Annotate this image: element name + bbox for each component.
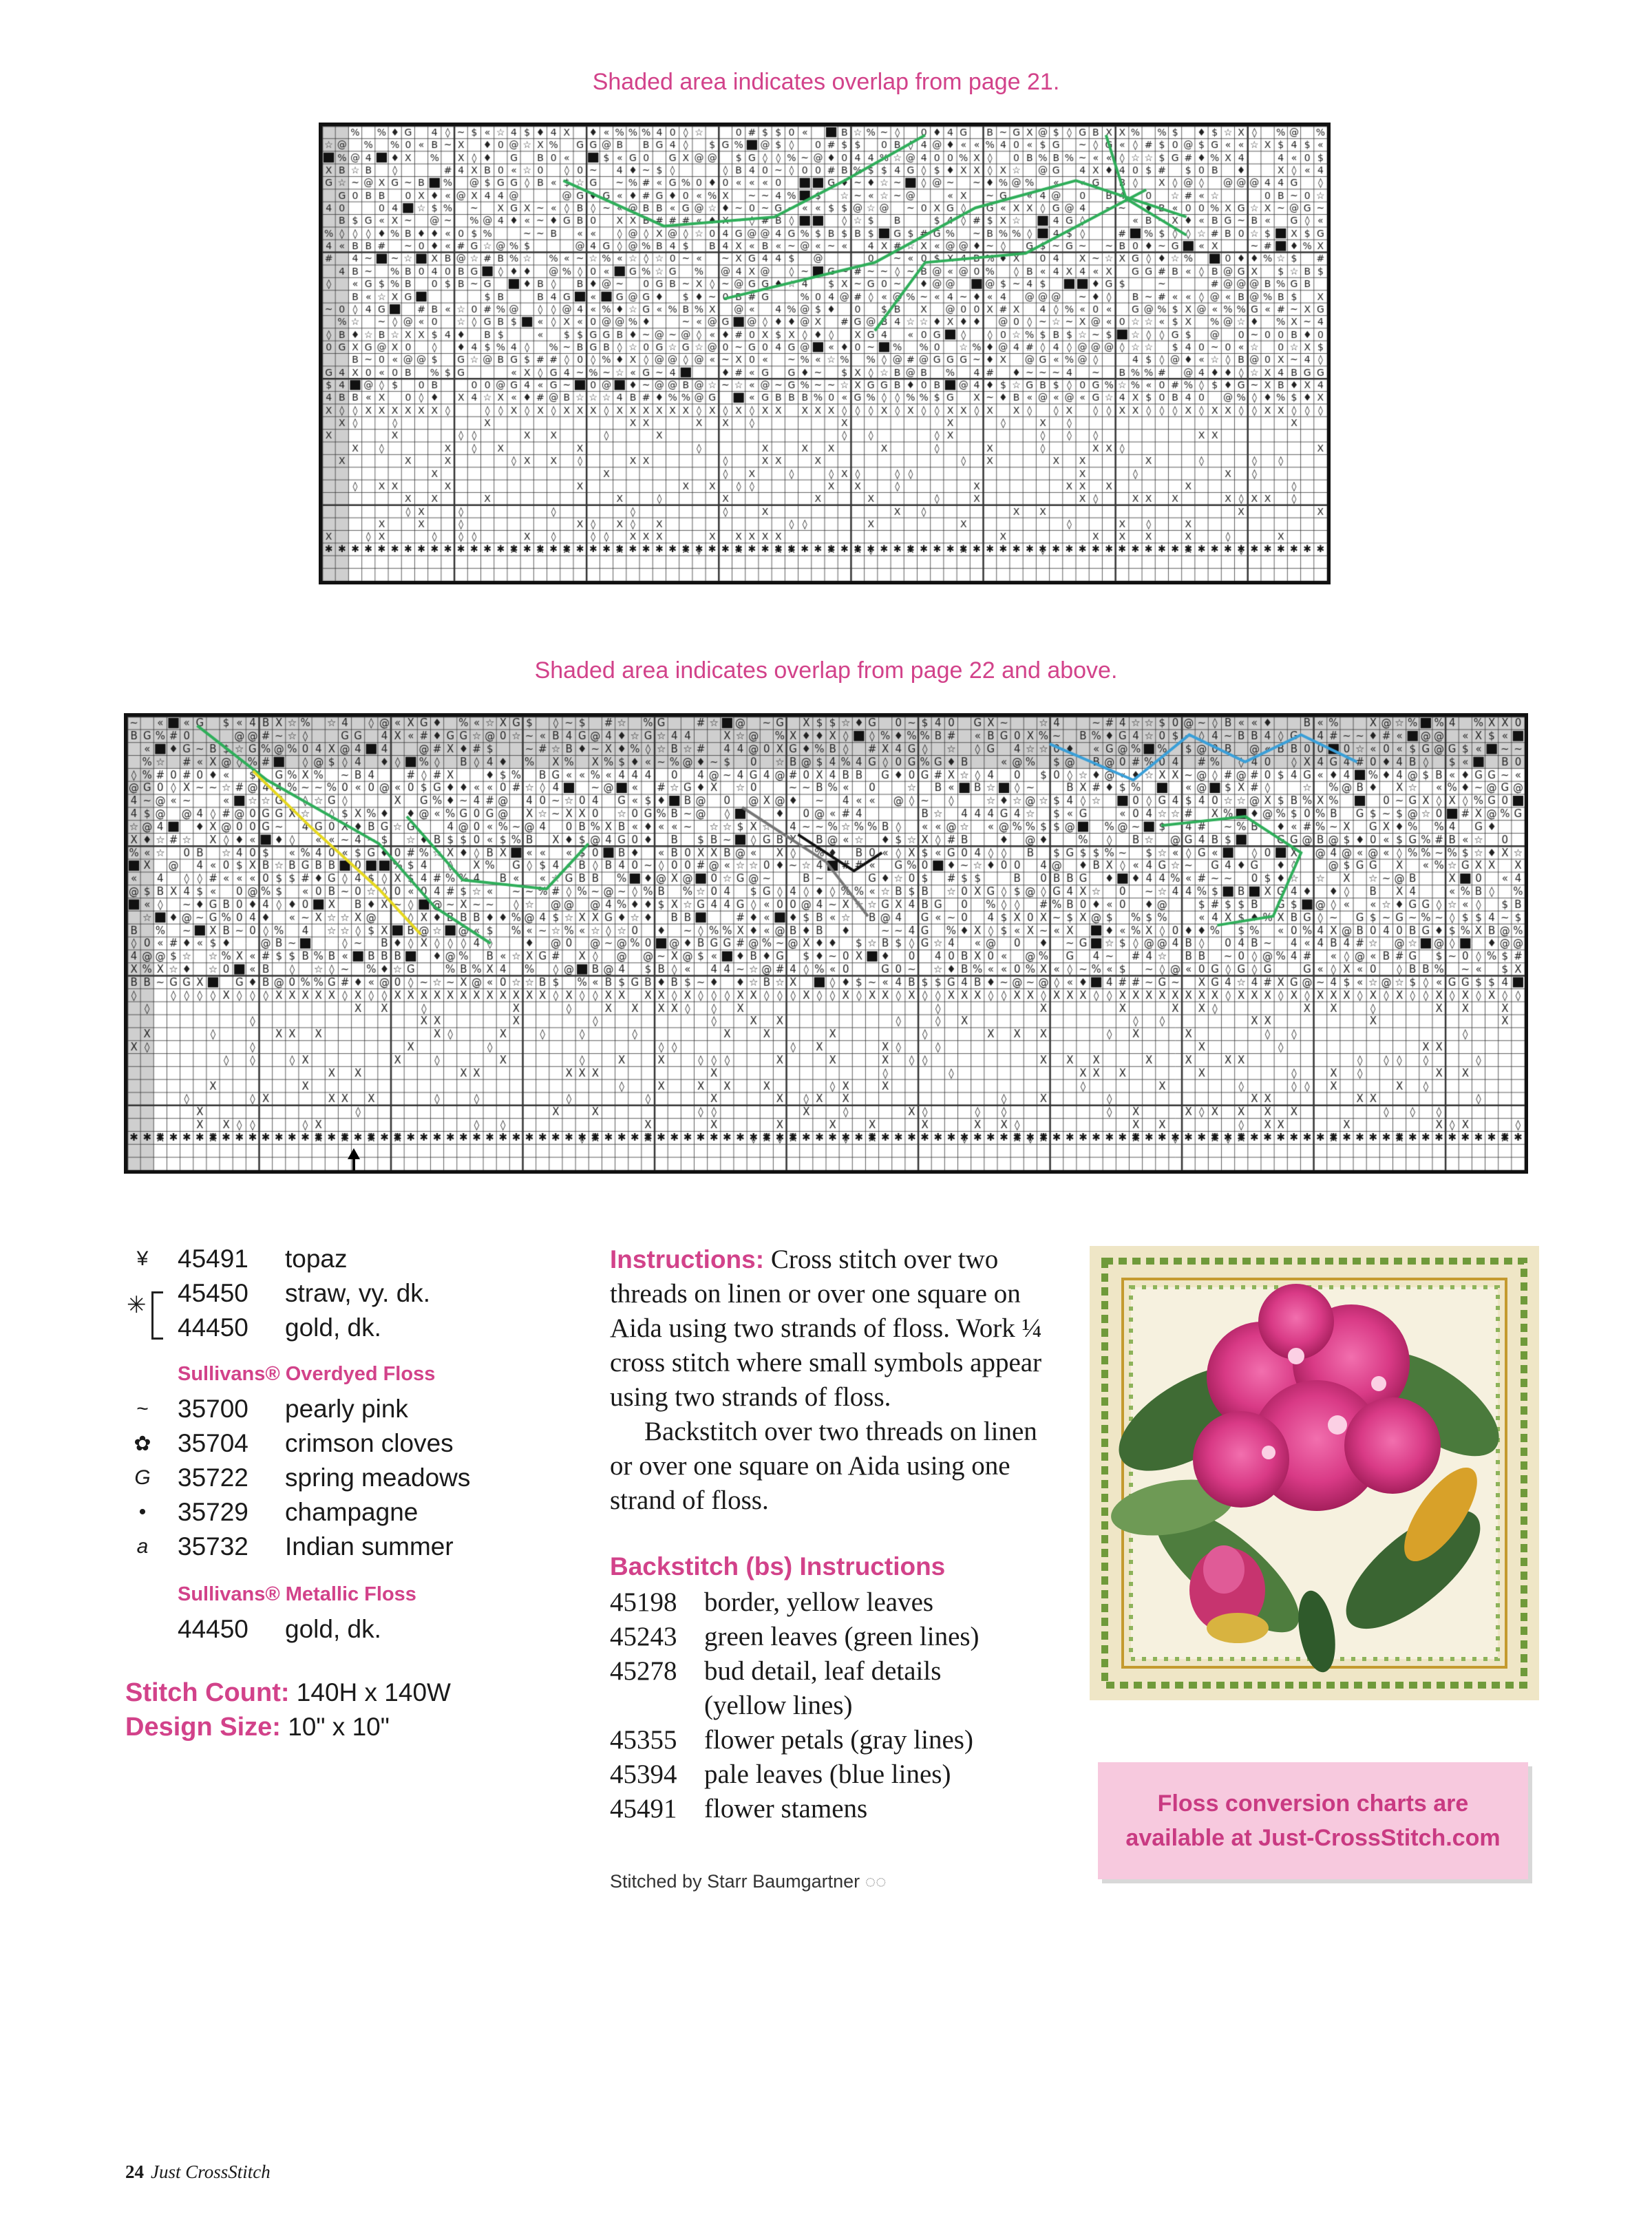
instructions-heading: Instructions:	[610, 1245, 765, 1273]
instructions	[610, 1243, 1050, 1518]
metallic-heading: Sullivans® Metallic Floss	[178, 1583, 416, 1605]
g-symbol-icon: G	[134, 1466, 151, 1489]
chart-top-grid	[322, 126, 1327, 581]
instructions-backstitch-text: Backstitch over two threads on linen or over one square on Aida using one strand of floss.	[610, 1417, 1037, 1515]
blend-asterisk-icon: ✳	[127, 1292, 147, 1318]
instructions-text: Cross stitch over two threads on linen or over one square on Aida using two strands of floss. Work ¼ cross stitch where small symbols appear using two strands of floss.	[610, 1245, 1042, 1412]
chart-bottom-grid	[127, 717, 1525, 1170]
blend-bracket	[151, 1291, 163, 1340]
rhododendron-image	[1090, 1246, 1539, 1700]
finished-piece-photo	[1090, 1246, 1539, 1700]
flower-symbol-icon: ✿	[134, 1433, 151, 1455]
tilde-symbol-icon: ~	[136, 1397, 149, 1420]
page-folio	[125, 2161, 271, 2183]
chart-top	[319, 123, 1331, 584]
yen-symbol-icon: ¥	[136, 1247, 149, 1270]
chart-bottom	[124, 713, 1528, 1174]
design-size: Design Size: 10" x 10"	[125, 1713, 390, 1742]
dot-symbol-icon: •	[138, 1501, 147, 1523]
top-chart-caption: Shaded area indicates overlap from page 21.	[592, 69, 1060, 95]
magazine-name: Just CrossStitch	[151, 2161, 271, 2182]
page-number: 24	[125, 2161, 144, 2182]
center-arrow-stem	[352, 1158, 355, 1170]
stitched-by-credit: Stitched by Starr Baumgartner ◌◌	[610, 1871, 887, 1892]
stitch-count: Stitch Count: 140H x 140W	[125, 1678, 451, 1707]
a-symbol-icon: a	[136, 1535, 149, 1558]
overdyed-heading: Sullivans® Overdyed Floss	[178, 1363, 436, 1385]
bottom-chart-caption: Shaded area indicates overlap from page 22 and above.	[534, 657, 1118, 684]
swirl-logo-icon: ◌◌	[865, 1871, 887, 1892]
floss-conversion-callout: Floss conversion charts are available at Just-CrossStitch.com	[1098, 1762, 1528, 1879]
backstitch-heading: Backstitch (bs) Instructions	[610, 1552, 946, 1581]
